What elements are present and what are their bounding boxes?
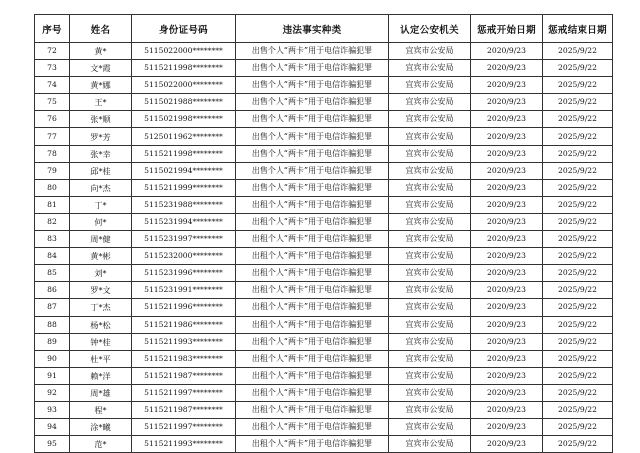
cell-start-date: 2020/9/23: [471, 316, 543, 333]
cell-end-date: 2025/9/22: [543, 231, 613, 248]
cell-violation-type: 出租个人“两卡”用于电信诈骗犯罪: [236, 333, 389, 350]
cell-violation-type: 出租个人“两卡”用于电信诈骗犯罪: [236, 367, 389, 384]
cell-name: 丁*: [70, 196, 132, 213]
cell-id-number: 5115211997********: [132, 384, 236, 401]
cell-violation-type: 出售个人“两卡”用于电信诈骗犯罪: [236, 77, 389, 94]
table-row: [35, 43, 613, 60]
cell-end-date: 2025/9/22: [543, 248, 613, 265]
header-id-number: 身份证号码: [132, 15, 236, 43]
cell-violation-type: 出售个人“两卡”用于电信诈骗犯罪: [236, 60, 389, 77]
cell-id-number: 5125011962********: [132, 128, 236, 145]
header-authority: 认定公安机关: [389, 15, 471, 43]
cell-serial-number: 89: [35, 333, 70, 350]
cell-violation-type: 出租个人“两卡”用于电信诈骗犯罪: [236, 196, 389, 213]
cell-start-date: 2020/9/23: [471, 145, 543, 162]
cell-violation-type: 出租个人“两卡”用于电信诈骗犯罪: [236, 316, 389, 333]
table-row: [35, 248, 613, 265]
cell-serial-number: 94: [35, 419, 70, 436]
cell-end-date: 2025/9/22: [543, 162, 613, 179]
table-row: [35, 77, 613, 94]
cell-violation-type: 出售个人“两卡”用于电信诈骗犯罪: [236, 111, 389, 128]
header-start-date: 惩戒开始日期: [471, 15, 543, 43]
table-row: [35, 350, 613, 367]
table-header-row: [35, 15, 613, 43]
cell-authority: 宜宾市公安局: [389, 231, 471, 248]
cell-start-date: 2020/9/23: [471, 401, 543, 418]
table-row: [35, 333, 613, 350]
punishment-table: [34, 14, 613, 453]
cell-name: 刘*: [70, 265, 132, 282]
cell-violation-type: 出租个人“两卡”用于电信诈骗犯罪: [236, 282, 389, 299]
cell-violation-type: 出租个人“两卡”用于电信诈骗犯罪: [236, 265, 389, 282]
cell-id-number: 5115231994********: [132, 213, 236, 230]
cell-id-number: 5115021988********: [132, 94, 236, 111]
header-name: 姓名: [70, 15, 132, 43]
cell-id-number: 5115211993********: [132, 333, 236, 350]
cell-id-number: 5115231991********: [132, 282, 236, 299]
cell-id-number: 5115211998********: [132, 60, 236, 77]
cell-authority: 宜宾市公安局: [389, 128, 471, 145]
cell-name: 赖*洋: [70, 367, 132, 384]
cell-authority: 宜宾市公安局: [389, 94, 471, 111]
cell-violation-type: 出租个人“两卡”用于电信诈骗犯罪: [236, 350, 389, 367]
table-row: [35, 231, 613, 248]
cell-start-date: 2020/9/23: [471, 179, 543, 196]
cell-end-date: 2025/9/22: [543, 350, 613, 367]
table-row: [35, 213, 613, 230]
cell-start-date: 2020/9/23: [471, 231, 543, 248]
cell-authority: 宜宾市公安局: [389, 213, 471, 230]
cell-name: 罗*芳: [70, 128, 132, 145]
cell-start-date: 2020/9/23: [471, 111, 543, 128]
cell-serial-number: 75: [35, 94, 70, 111]
cell-serial-number: 86: [35, 282, 70, 299]
cell-id-number: 5115231997********: [132, 231, 236, 248]
table-row: [35, 179, 613, 196]
header-violation-type: 违法事实种类: [236, 15, 389, 43]
cell-violation-type: 出售个人“两卡”用于电信诈骗犯罪: [236, 179, 389, 196]
cell-authority: 宜宾市公安局: [389, 248, 471, 265]
cell-serial-number: 84: [35, 248, 70, 265]
cell-id-number: 5115211996********: [132, 299, 236, 316]
cell-id-number: 5115022000********: [132, 77, 236, 94]
cell-name: 周*健: [70, 231, 132, 248]
cell-end-date: 2025/9/22: [543, 299, 613, 316]
cell-name: 黄*娜: [70, 77, 132, 94]
cell-authority: 宜宾市公安局: [389, 179, 471, 196]
cell-authority: 宜宾市公安局: [389, 333, 471, 350]
table-row: [35, 94, 613, 111]
cell-violation-type: 出售个人“两卡”用于电信诈骗犯罪: [236, 145, 389, 162]
cell-id-number: 5115211998********: [132, 145, 236, 162]
cell-id-number: 5115231996********: [132, 265, 236, 282]
cell-id-number: 5115211983********: [132, 350, 236, 367]
cell-serial-number: 76: [35, 111, 70, 128]
cell-violation-type: 出售个人“两卡”用于电信诈骗犯罪: [236, 94, 389, 111]
cell-start-date: 2020/9/23: [471, 384, 543, 401]
cell-serial-number: 80: [35, 179, 70, 196]
cell-serial-number: 77: [35, 128, 70, 145]
cell-end-date: 2025/9/22: [543, 265, 613, 282]
cell-violation-type: 出租个人“两卡”用于电信诈骗犯罪: [236, 401, 389, 418]
cell-serial-number: 79: [35, 162, 70, 179]
cell-authority: 宜宾市公安局: [389, 419, 471, 436]
cell-id-number: 5115211999********: [132, 179, 236, 196]
cell-id-number: 5115211986********: [132, 316, 236, 333]
table-row: [35, 145, 613, 162]
cell-id-number: 5115211987********: [132, 367, 236, 384]
cell-id-number: 5115211997********: [132, 419, 236, 436]
cell-authority: 宜宾市公安局: [389, 401, 471, 418]
cell-authority: 宜宾市公安局: [389, 367, 471, 384]
cell-end-date: 2025/9/22: [543, 128, 613, 145]
cell-serial-number: 73: [35, 60, 70, 77]
table-row: [35, 111, 613, 128]
cell-name: 周*雄: [70, 384, 132, 401]
header-serial-number: 序号: [35, 15, 70, 43]
cell-end-date: 2025/9/22: [543, 333, 613, 350]
cell-start-date: 2020/9/23: [471, 60, 543, 77]
cell-name: 向*杰: [70, 179, 132, 196]
cell-authority: 宜宾市公安局: [389, 350, 471, 367]
cell-end-date: 2025/9/22: [543, 316, 613, 333]
table-row: [35, 299, 613, 316]
cell-serial-number: 88: [35, 316, 70, 333]
cell-authority: 宜宾市公安局: [389, 43, 471, 60]
cell-end-date: 2025/9/22: [543, 77, 613, 94]
cell-start-date: 2020/9/23: [471, 196, 543, 213]
cell-name: 丁*杰: [70, 299, 132, 316]
cell-authority: 宜宾市公安局: [389, 265, 471, 282]
cell-start-date: 2020/9/23: [471, 128, 543, 145]
cell-end-date: 2025/9/22: [543, 145, 613, 162]
table-row: [35, 282, 613, 299]
table-row: [35, 316, 613, 333]
cell-end-date: 2025/9/22: [543, 94, 613, 111]
table-row: [35, 384, 613, 401]
cell-start-date: 2020/9/23: [471, 282, 543, 299]
cell-id-number: 5115232000********: [132, 248, 236, 265]
cell-serial-number: 81: [35, 196, 70, 213]
cell-end-date: 2025/9/22: [543, 367, 613, 384]
cell-end-date: 2025/9/22: [543, 401, 613, 418]
cell-serial-number: 93: [35, 401, 70, 418]
cell-violation-type: 出售个人“两卡”用于电信诈骗犯罪: [236, 162, 389, 179]
cell-start-date: 2020/9/23: [471, 350, 543, 367]
cell-serial-number: 74: [35, 77, 70, 94]
cell-start-date: 2020/9/23: [471, 77, 543, 94]
table-row: [35, 60, 613, 77]
cell-end-date: 2025/9/22: [543, 384, 613, 401]
cell-authority: 宜宾市公安局: [389, 196, 471, 213]
cell-serial-number: 72: [35, 43, 70, 60]
cell-end-date: 2025/9/22: [543, 196, 613, 213]
cell-violation-type: 出租个人“两卡”用于电信诈骗犯罪: [236, 299, 389, 316]
cell-start-date: 2020/9/23: [471, 299, 543, 316]
table-row: [35, 265, 613, 282]
header-end-date: 惩戒结束日期: [543, 15, 613, 43]
cell-name: 张*顺: [70, 111, 132, 128]
cell-name: 杨*松: [70, 316, 132, 333]
cell-id-number: 5115022000********: [132, 43, 236, 60]
cell-end-date: 2025/9/22: [543, 43, 613, 60]
cell-serial-number: 83: [35, 231, 70, 248]
cell-end-date: 2025/9/22: [543, 419, 613, 436]
cell-name: 王*: [70, 94, 132, 111]
cell-name: 钟*桂: [70, 333, 132, 350]
cell-name: 范*: [70, 436, 132, 453]
cell-authority: 宜宾市公安局: [389, 299, 471, 316]
cell-id-number: 5115231988********: [132, 196, 236, 213]
cell-violation-type: 出租个人“两卡”用于电信诈骗犯罪: [236, 384, 389, 401]
document-page: [34, 14, 612, 453]
cell-name: 涂*曦: [70, 419, 132, 436]
cell-serial-number: 87: [35, 299, 70, 316]
cell-name: 黄*: [70, 43, 132, 60]
cell-end-date: 2025/9/22: [543, 111, 613, 128]
cell-name: 黄*彬: [70, 248, 132, 265]
cell-id-number: 5115211987********: [132, 401, 236, 418]
cell-id-number: 5115021994********: [132, 162, 236, 179]
cell-serial-number: 91: [35, 367, 70, 384]
cell-serial-number: 85: [35, 265, 70, 282]
cell-start-date: 2020/9/23: [471, 265, 543, 282]
cell-violation-type: 出租个人“两卡”用于电信诈骗犯罪: [236, 213, 389, 230]
table-body: [35, 43, 613, 453]
cell-violation-type: 出售个人“两卡”用于电信诈骗犯罪: [236, 128, 389, 145]
table-row: [35, 196, 613, 213]
cell-id-number: 5115021998********: [132, 111, 236, 128]
cell-authority: 宜宾市公安局: [389, 60, 471, 77]
cell-start-date: 2020/9/23: [471, 333, 543, 350]
cell-start-date: 2020/9/23: [471, 213, 543, 230]
table-row: [35, 401, 613, 418]
cell-authority: 宜宾市公安局: [389, 384, 471, 401]
cell-end-date: 2025/9/22: [543, 282, 613, 299]
cell-name: 邱*桂: [70, 162, 132, 179]
cell-violation-type: 出租个人“两卡”用于电信诈骗犯罪: [236, 419, 389, 436]
cell-serial-number: 78: [35, 145, 70, 162]
cell-authority: 宜宾市公安局: [389, 282, 471, 299]
table-row: [35, 436, 613, 453]
table-row: [35, 419, 613, 436]
table-row: [35, 162, 613, 179]
cell-start-date: 2020/9/23: [471, 248, 543, 265]
cell-violation-type: 出租个人“两卡”用于电信诈骗犯罪: [236, 436, 389, 453]
cell-violation-type: 出租个人“两卡”用于电信诈骗犯罪: [236, 248, 389, 265]
cell-serial-number: 92: [35, 384, 70, 401]
cell-name: 罗*文: [70, 282, 132, 299]
cell-serial-number: 95: [35, 436, 70, 453]
cell-end-date: 2025/9/22: [543, 60, 613, 77]
cell-start-date: 2020/9/23: [471, 162, 543, 179]
cell-start-date: 2020/9/23: [471, 43, 543, 60]
cell-end-date: 2025/9/22: [543, 213, 613, 230]
cell-name: 程*: [70, 401, 132, 418]
cell-serial-number: 82: [35, 213, 70, 230]
cell-start-date: 2020/9/23: [471, 367, 543, 384]
cell-end-date: 2025/9/22: [543, 179, 613, 196]
cell-authority: 宜宾市公安局: [389, 111, 471, 128]
cell-name: 杜*平: [70, 350, 132, 367]
cell-authority: 宜宾市公安局: [389, 316, 471, 333]
table-row: [35, 128, 613, 145]
cell-authority: 宜宾市公安局: [389, 162, 471, 179]
cell-authority: 宜宾市公安局: [389, 77, 471, 94]
cell-name: 张*幸: [70, 145, 132, 162]
cell-name: 何*: [70, 213, 132, 230]
cell-authority: 宜宾市公安局: [389, 145, 471, 162]
cell-id-number: 5115211993********: [132, 436, 236, 453]
cell-authority: 宜宾市公安局: [389, 436, 471, 453]
cell-start-date: 2020/9/23: [471, 419, 543, 436]
cell-start-date: 2020/9/23: [471, 436, 543, 453]
cell-violation-type: 出租个人“两卡”用于电信诈骗犯罪: [236, 231, 389, 248]
cell-name: 文*霞: [70, 60, 132, 77]
table-row: [35, 367, 613, 384]
cell-start-date: 2020/9/23: [471, 94, 543, 111]
cell-violation-type: 出售个人“两卡”用于电信诈骗犯罪: [236, 43, 389, 60]
cell-serial-number: 90: [35, 350, 70, 367]
cell-end-date: 2025/9/22: [543, 436, 613, 453]
